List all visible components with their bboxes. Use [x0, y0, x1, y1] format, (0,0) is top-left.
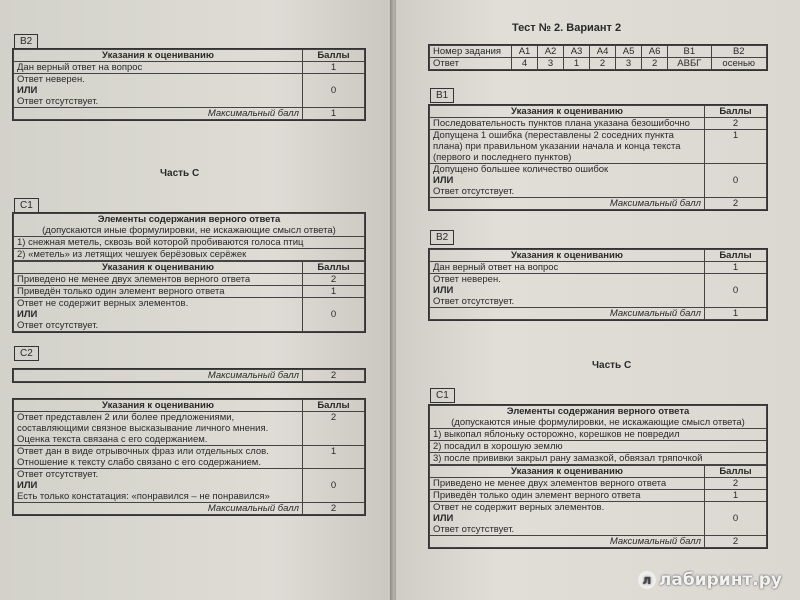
max-score-label: Максимальный балл — [430, 536, 705, 548]
right-page — [396, 0, 800, 600]
c1-table-right — [428, 404, 768, 549]
answer-elements-subtitle: (допускаются иные формулировки, не искажающие смысл ответа) — [14, 225, 365, 237]
task-number-cell: A6 — [642, 46, 668, 58]
c2-max-table — [12, 368, 366, 383]
max-score-label: Максимальный балл — [14, 370, 303, 382]
points-cell: 2 — [705, 478, 767, 490]
points-cell: 0 — [705, 274, 767, 308]
criteria-header: Указания к оцениванию — [430, 250, 705, 262]
watermark-logo: л лабиринт.ру — [638, 570, 782, 590]
max-score-value: 2 — [705, 198, 767, 210]
points-header: Баллы — [705, 250, 767, 262]
points-cell: 2 — [705, 118, 767, 130]
task-number-cell: A2 — [538, 46, 564, 58]
answer-value-cell: 3 — [538, 58, 564, 70]
criteria-cell: Ответ не содержит верных элементов. ИЛИ Ответ отсутствует. — [14, 298, 303, 332]
task-number-cell: B2 — [711, 46, 767, 58]
max-score-label: Максимальный балл — [14, 503, 303, 515]
points-cell: 1 — [303, 446, 365, 469]
criteria-cell: Приведено не менее двух элементов верного ответа — [430, 478, 705, 490]
criteria-cell: Дан верный ответ на вопрос — [14, 62, 303, 74]
labyrinth-icon: л — [638, 571, 656, 589]
task-number-cell: A5 — [616, 46, 642, 58]
criteria-cell: Ответ представлен 2 или более предложениями, составляющими связное высказывание личного мнения. Оценка текста связана с его содержанием. — [14, 412, 303, 446]
points-cell: 1 — [705, 262, 767, 274]
answer-elements-title: Элементы содержания верного ответа — [14, 214, 365, 226]
max-score-label: Максимальный балл — [14, 108, 303, 120]
answer-value-cell: АВБГ — [668, 58, 711, 70]
max-score-label: Максимальный балл — [430, 198, 705, 210]
criteria-cell: Приведено не менее двух элементов верного ответа — [14, 274, 303, 286]
points-cell: 0 — [705, 502, 767, 536]
answer-value-cell: 2 — [642, 58, 668, 70]
points-cell: 0 — [303, 469, 365, 503]
points-cell: 1 — [705, 130, 767, 164]
max-score-value: 2 — [303, 503, 365, 515]
b2-table-right — [428, 248, 768, 321]
points-cell: 0 — [303, 298, 365, 332]
criteria-cell: Ответ неверен. ИЛИ Ответ отсутствует. — [430, 274, 705, 308]
points-cell: 2 — [303, 412, 365, 446]
criteria-header: Указания к оцениванию — [430, 106, 705, 118]
task-number-cell: A1 — [512, 46, 538, 58]
answer-value-cell: 4 — [512, 58, 538, 70]
criteria-cell: Дан верный ответ на вопрос — [430, 262, 705, 274]
criteria-cell: Ответ дан в виде отрывочных фраз или отдельных слов. Отношение к тексту слабо связано с его содержанием. — [14, 446, 303, 469]
task-number-label: Номер задания — [430, 46, 512, 58]
criteria-header: Указания к оцениванию — [14, 400, 303, 412]
max-score-label: Максимальный балл — [430, 308, 705, 320]
b2-tag: B2 — [14, 34, 38, 49]
left-page — [0, 0, 392, 600]
criteria-cell: Ответ неверен. ИЛИ Ответ отсутствует. — [14, 74, 303, 108]
points-cell: 1 — [705, 490, 767, 502]
points-header: Баллы — [705, 466, 767, 478]
part-c-heading-right: Часть С — [592, 360, 632, 371]
answer-value-cell: осенью — [711, 58, 767, 70]
max-score-value: 2 — [705, 536, 767, 548]
points-cell: 1 — [303, 62, 365, 74]
b1-tag: B1 — [430, 88, 454, 103]
task-number-cell: B1 — [668, 46, 711, 58]
c2-tag: C2 — [14, 346, 39, 361]
criteria-cell: Последовательность пунктов плана указана безошибочно — [430, 118, 705, 130]
points-header: Баллы — [303, 400, 365, 412]
answer-element: 1) выкопал яблоньку осторожно, корешков не повредил — [430, 429, 767, 441]
b2-tag-right: B2 — [430, 230, 454, 245]
criteria-cell: Приведён только один элемент верного ответа — [430, 490, 705, 502]
criteria-cell: Ответ не содержит верных элементов. ИЛИ Ответ отсутствует. — [430, 502, 705, 536]
answer-value-cell: 2 — [590, 58, 616, 70]
criteria-cell: Ответ отсутствует. ИЛИ Есть только констатация: «понравился – не понравился» — [14, 469, 303, 503]
criteria-cell: Допущено большее количество ошибок ИЛИ Ответ отсутствует. — [430, 164, 705, 198]
answers-table — [428, 44, 768, 71]
answer-value-cell: 1 — [564, 58, 590, 70]
points-cell: 0 — [705, 164, 767, 198]
c2-table — [12, 398, 366, 516]
points-header: Баллы — [303, 50, 365, 62]
c1-table — [12, 212, 366, 333]
points-cell: 0 — [303, 74, 365, 108]
b2-table — [12, 48, 366, 121]
points-cell: 2 — [303, 274, 365, 286]
max-score-value: 1 — [303, 108, 365, 120]
c1-tag: C1 — [14, 198, 39, 213]
points-header: Баллы — [303, 262, 365, 274]
max-score-value: 1 — [705, 308, 767, 320]
points-header: Баллы — [705, 106, 767, 118]
criteria-header: Указания к оцениванию — [430, 466, 705, 478]
b1-table — [428, 104, 768, 211]
answer-label: Ответ — [430, 58, 512, 70]
criteria-header: Указания к оцениванию — [14, 262, 303, 274]
answer-element: 3) после прививки закрыл рану замазкой, обвязал тряпочкой — [430, 453, 767, 465]
points-cell: 1 — [303, 286, 365, 298]
answer-element: 2) «метель» из летящих чешуек берёзовых серёжек — [14, 249, 365, 261]
task-number-cell: A4 — [590, 46, 616, 58]
max-score-value: 2 — [303, 370, 365, 382]
test-title: Тест № 2. Вариант 2 — [512, 22, 622, 34]
answer-elements-title: Элементы содержания верного ответа — [430, 406, 767, 418]
answer-elements-subtitle: (допускаются иные формулировки, не искажающие смысл ответа) — [430, 417, 767, 429]
c1-tag-right: C1 — [430, 388, 455, 403]
part-c-heading: Часть С — [160, 168, 200, 179]
criteria-cell: Приведён только один элемент верного ответа — [14, 286, 303, 298]
criteria-cell: Допущена 1 ошибка (переставлены 2 соседних пункта плана) при правильном указании начала и конца текста (первого и последнего пунктов) — [430, 130, 705, 164]
answer-element: 2) посадил в хорошую землю — [430, 441, 767, 453]
answer-element: 1) снежная метель, сквозь вой которой пробиваются голоса птиц — [14, 237, 365, 249]
answer-value-cell: 3 — [616, 58, 642, 70]
task-number-cell: A3 — [564, 46, 590, 58]
criteria-header: Указания к оцениванию — [14, 50, 303, 62]
